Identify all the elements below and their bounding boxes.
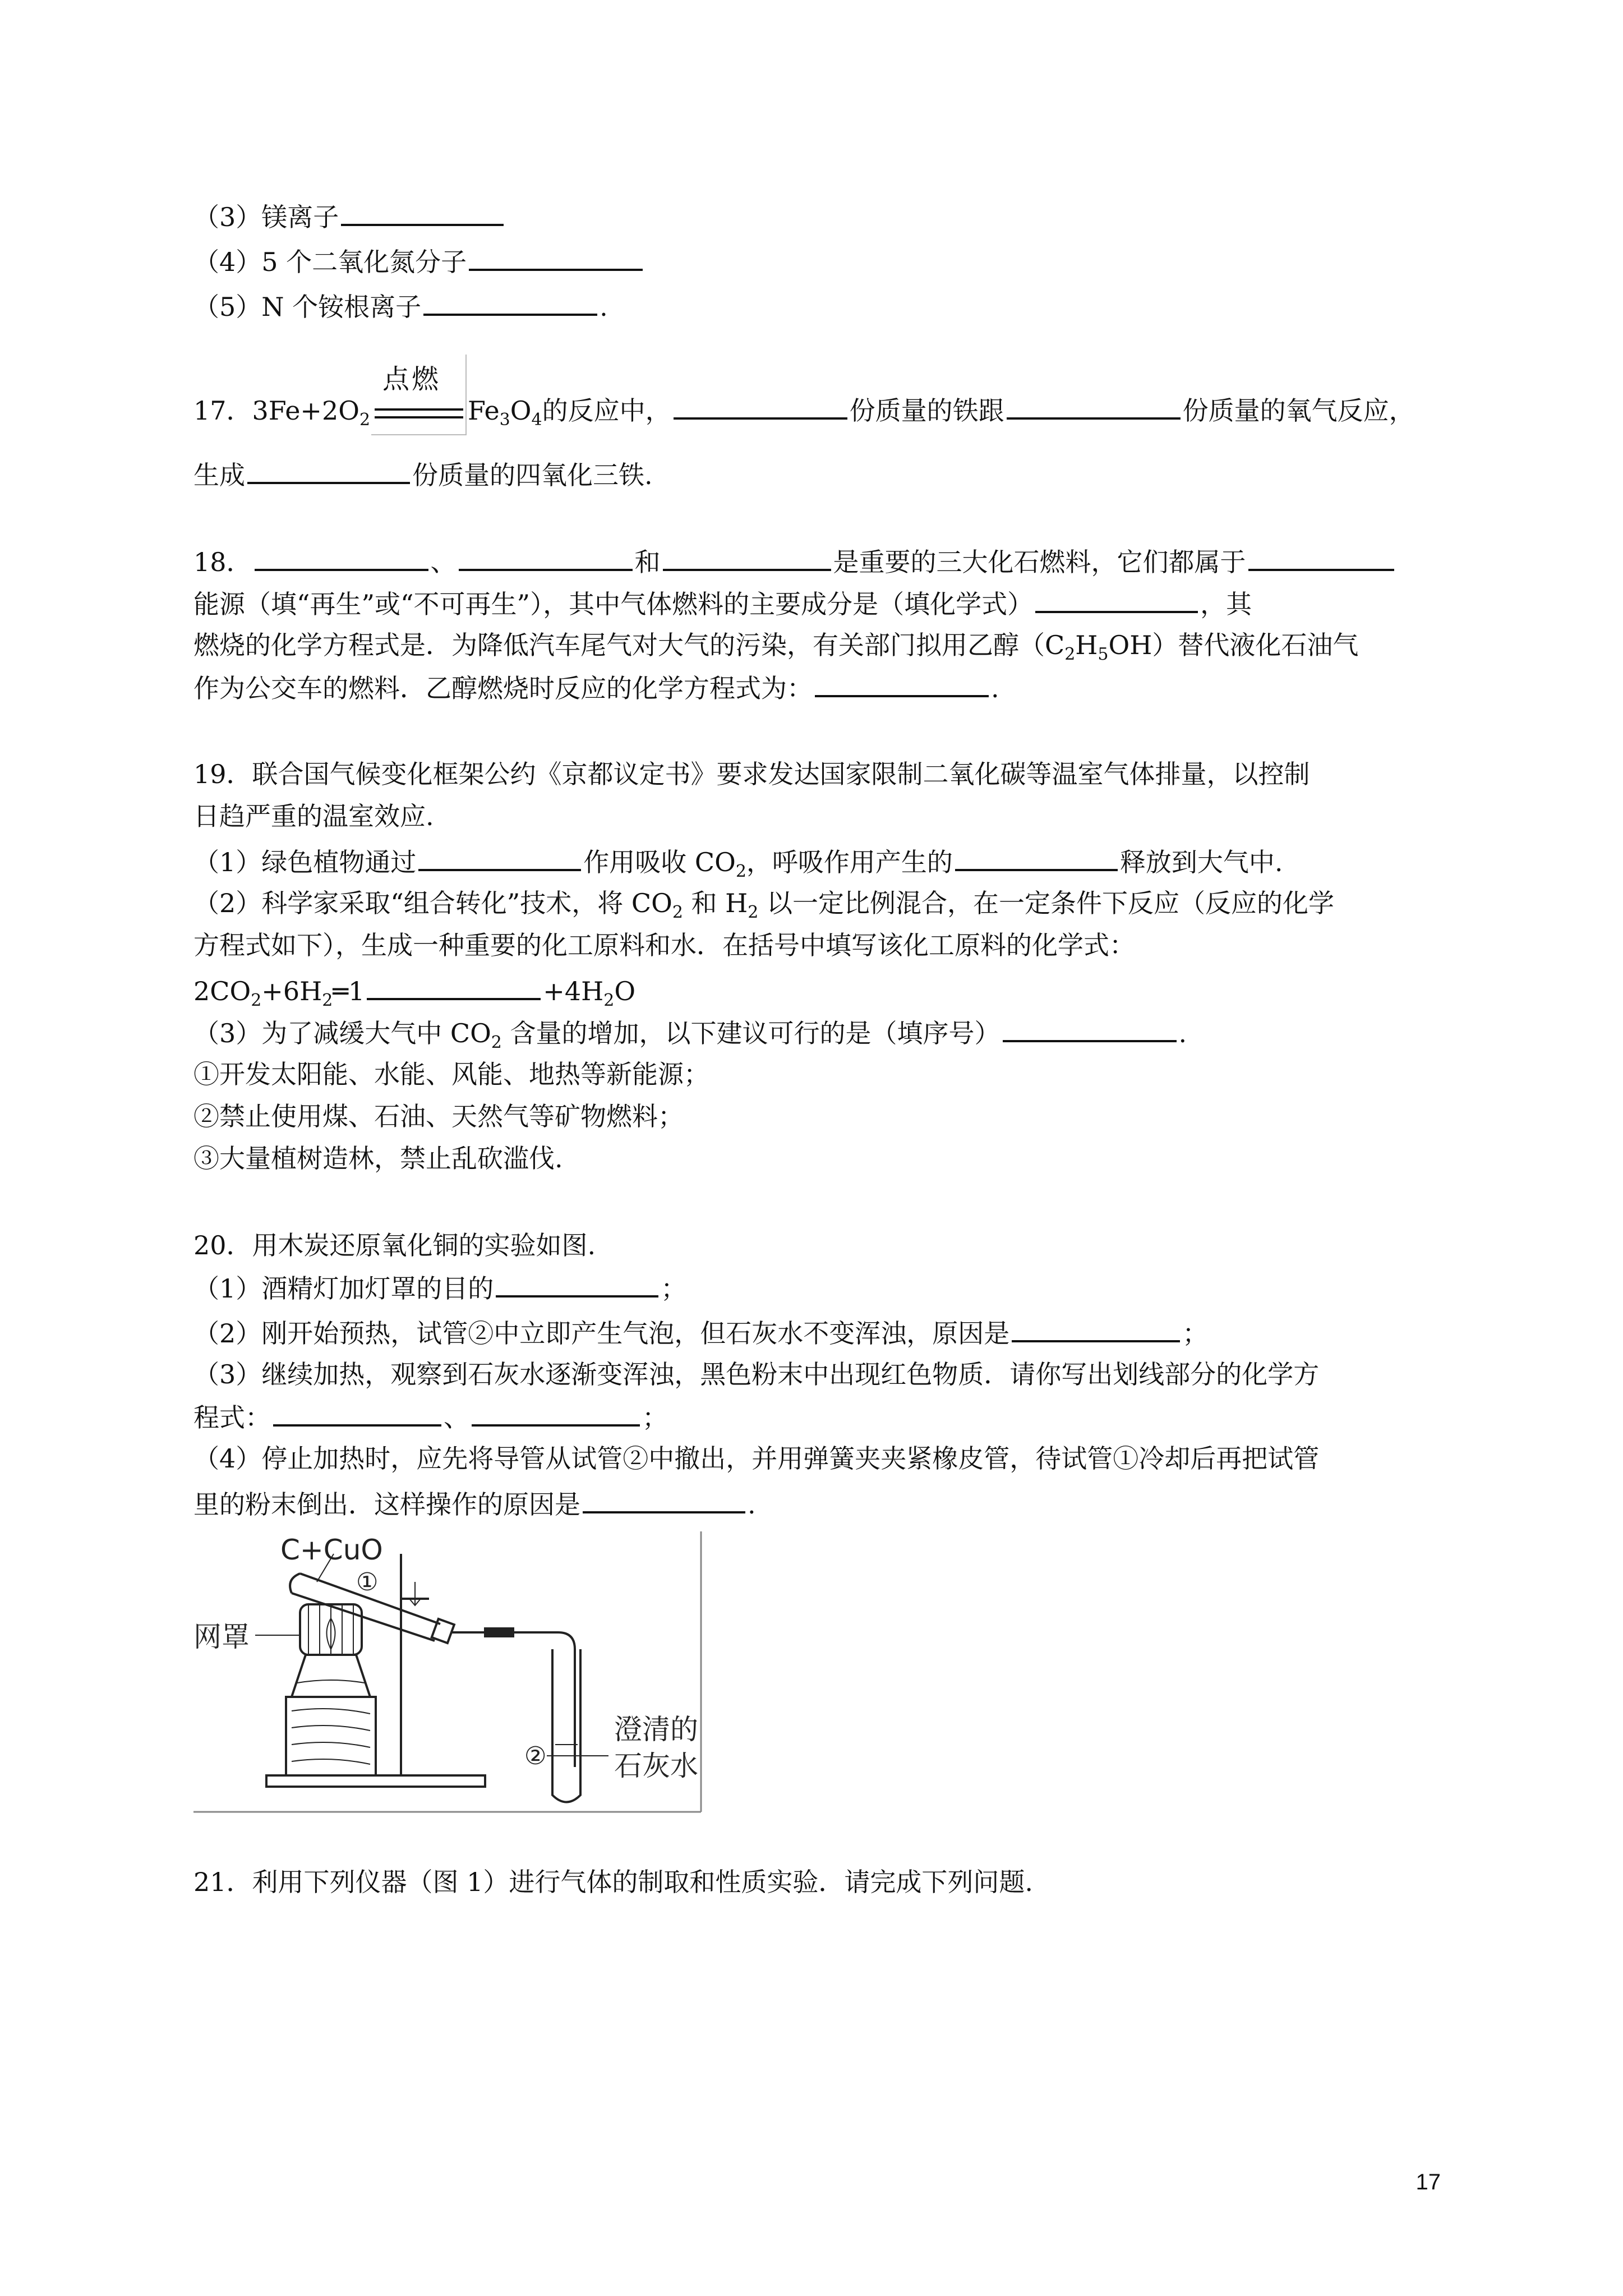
answer-blank[interactable] [955,844,1118,871]
q16-item3 [193,199,506,233]
answer-blank[interactable] [1248,544,1394,571]
answer-blank[interactable] [459,544,633,571]
q18-line2: 能源（填“再生”或“不可再生”），其中气体燃料的主要成分是（填化学式） ，其 [193,586,1252,620]
answer-blank[interactable] [418,844,581,871]
label-limewater-1: 澄清的 [614,1713,698,1746]
q18-line4: 作为公交车的燃料．乙醇燃烧时反应的化学方程式为： . [193,670,999,704]
page-number: 17 [1415,2170,1441,2194]
answer-blank[interactable] [469,244,643,271]
q19-equation: $2CO_2+6H_2═1 +4H_2O$ [193,973,635,1007]
label-net-cover: 网罩 [193,1621,250,1653]
q16-item4-text: （4）5 个二氧化氮分子 [193,247,467,277]
q16-item4 [193,244,645,278]
answer-blank[interactable] [472,1400,640,1427]
q19-opt2: ②禁止使用煤、石油、天然气等矿物燃料； [193,1101,684,1131]
q19-sub2-line2: 方程式如下），生成一种重要的化工原料和水．在括号中填写该化工原料的化学式： [193,930,1135,960]
answer-blank[interactable] [1035,586,1198,613]
delivery-tube [451,1632,575,1767]
answer-blank[interactable] [247,457,410,484]
experiment-apparatus-figure [193,1520,704,1815]
condition-label: 点燃 [382,364,441,395]
answer-blank[interactable] [496,1271,658,1297]
q21-line1: 21．利用下列仪器（图 1）进行气体的制取和性质实验．请完成下列问题. [193,1867,1034,1897]
q17-line1: 17．$3Fe+2O_2$ 点燃 $Fe_3O_4$的反应中， 份质量的铁跟 份质量的氧气反应， [193,393,1415,426]
answer-blank[interactable] [341,199,504,226]
q19-opt1: ①开发太阳能、水能、风能、地热等新能源； [193,1059,709,1089]
q20-sub3-line2: 程式： 、 ； [193,1400,668,1433]
answer-blank[interactable] [583,1487,745,1513]
answer-blank[interactable] [1012,1315,1180,1342]
q20-sub4-line2: 里的粉末倒出．这样操作的原因是 . [193,1487,756,1520]
q18-line3: 燃烧的化学方程式是．为降低汽车尾气对大气的污染，有关部门拟用乙醇$(C_2H_5OH)$替代液化石油气 [193,630,1359,665]
answer-blank[interactable] [255,544,428,571]
stand-base [266,1775,485,1787]
q19-line2: 日趋严重的温室效应. [193,801,434,831]
label-tube-1: ① [356,1568,379,1596]
q19-opt3: ③大量植树造林，禁止乱砍滥伐. [193,1143,563,1174]
q16-item5: （5）N 个铵根离子 . [193,289,608,323]
answer-blank[interactable] [815,670,989,697]
q16-item5-text: （5）N 个铵根离子 [193,292,422,322]
q20-sub1: （1）酒精灯加灯罩的目的 ； [193,1271,686,1304]
label-limewater-2: 石灰水 [614,1750,698,1782]
q19-sub2: （2）科学家采取“组合转化”技术，将 $CO_2$ 和 $H_2$ 以一定比例混合，在一定条件下反应（反应的化学 [193,888,1335,923]
alcohol-lamp [292,1655,370,1697]
test-tube-2 [552,1649,580,1802]
answer-blank[interactable] [367,973,541,1000]
q19-sub1: （1）绿色植物通过 作用吸收 $CO_2$，呼吸作用产生的 释放到大气中. [193,844,1283,878]
answer-blank[interactable] [273,1400,441,1427]
reaction-condition [371,364,467,427]
answer-blank[interactable] [1003,1015,1177,1042]
q18-line1: 18． 、 和 是重要的三大化石燃料，它们都属于 [193,544,1396,578]
label-reactants: C+CuO [280,1534,383,1566]
q19-sub3: （3）为了减缓大气中 $CO_2$ 含量的增加，以下建议可行的是（填序号） . [193,1015,1187,1049]
answer-blank[interactable] [674,393,847,420]
answer-blank[interactable] [1007,393,1181,420]
q16-item3-text: （3）镁离子 [193,202,339,232]
q20-sub4: （4）停止加热时，应先将导管从试管②中撤出，并用弹簧夹夹紧橡皮管，待试管①冷却后再把试管 [193,1443,1320,1474]
q19-line1: 19．联合国气候变化框架公约《京都议定书》要求发达国家限制二氧化碳等温室气体排量，以控制 [193,759,1310,789]
q20-line1: 20．用木炭还原氧化铜的实验如图. [193,1230,596,1260]
q17-line2: 生成 份质量的四氧化三铁. [193,457,653,491]
label-tube-2: ② [524,1742,547,1770]
answer-blank[interactable] [423,289,597,316]
q20-sub3: （3）继续加热，观察到石灰水逐渐变浑浊，黑色粉末中出现红色物质．请你写出划线部分的化学方 [193,1359,1320,1389]
answer-blank[interactable] [663,544,831,571]
q20-sub2: （2）刚开始预热，试管②中立即产生气泡，但石灰水不变浑浊，原因是 ； [193,1315,1208,1349]
